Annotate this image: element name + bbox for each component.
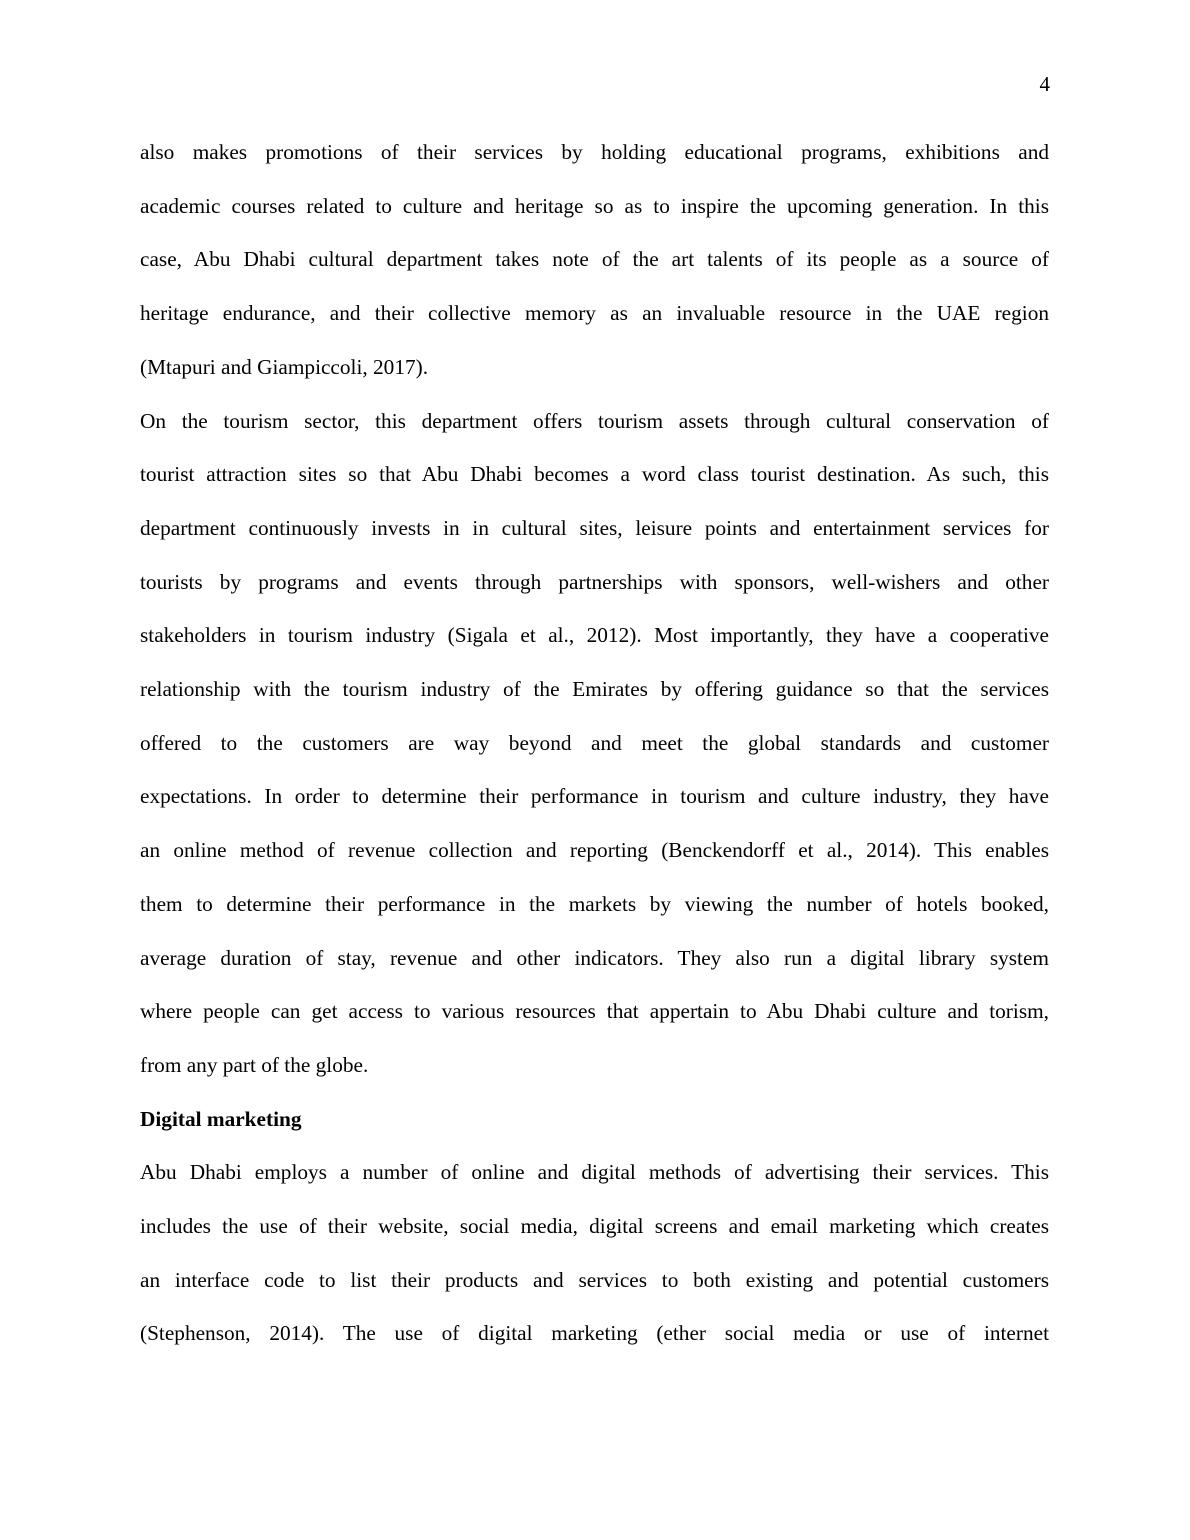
- section-heading: Digital marketing: [140, 1106, 302, 1131]
- text-line: expectations. In order to determine their performance in tourism and culture industry, they have: [140, 784, 1049, 809]
- paragraph-tourism-sector: [140, 395, 1049, 1093]
- text-line: tourists by programs and events through partnerships with sponsors, well-wishers and other: [140, 569, 1049, 594]
- text-line: Abu Dhabi employs a number of online and digital methods of advertising their services. This: [140, 1160, 1049, 1185]
- text-line: academic courses related to culture and heritage so as to inspire the upcoming generation. In this: [140, 193, 1049, 218]
- text-line: (Mtapuri and Giampiccoli, 2017).: [140, 354, 429, 379]
- text-line: case, Abu Dhabi cultural department takes note of the art talents of its people as a source of: [140, 247, 1049, 272]
- text-line: an interface code to list their products and services to both existing and potential customers: [140, 1267, 1049, 1292]
- text-line: where people can get access to various resources that appertain to Abu Dhabi culture and torism,: [140, 999, 1049, 1024]
- text-line: heritage endurance, and their collective memory as an invaluable resource in the UAE region: [140, 301, 1049, 326]
- text-line: stakeholders in tourism industry (Sigala et al., 2012). Most importantly, they have a cooperative: [140, 623, 1049, 648]
- text-line: from any part of the globe.: [140, 1052, 369, 1077]
- text-line: (Stephenson, 2014). The use of digital marketing (ether social media or use of internet: [140, 1321, 1049, 1346]
- text-line: offered to the customers are way beyond and meet the global standards and customer: [140, 730, 1049, 755]
- page-number: 4: [1039, 72, 1050, 96]
- paragraph-digital-marketing: [140, 1146, 1049, 1361]
- text-line: them to determine their performance in the markets by viewing the number of hotels booked,: [140, 891, 1049, 916]
- text-line: average duration of stay, revenue and other indicators. They also run a digital library system: [140, 945, 1049, 970]
- text-line: relationship with the tourism industry of the Emirates by offering guidance so that the services: [140, 677, 1049, 702]
- text-line: an online method of revenue collection and reporting (Benckendorff et al., 2014). This enables: [140, 838, 1049, 863]
- paragraph-culture-promotions: [140, 126, 1049, 395]
- text-line: also makes promotions of their services by holding educational programs, exhibitions and: [140, 140, 1049, 164]
- text-line: department continuously invests in in cultural sites, leisure points and entertainment services for: [140, 515, 1049, 540]
- text-line: tourist attraction sites so that Abu Dhabi becomes a word class tourist destination. As such, this: [140, 462, 1049, 487]
- document-body: [140, 126, 1049, 1361]
- text-line: On the tourism sector, this department offers tourism assets through cultural conservation of: [140, 408, 1049, 433]
- text-line: includes the use of their website, social media, digital screens and email marketing which creates: [140, 1214, 1049, 1239]
